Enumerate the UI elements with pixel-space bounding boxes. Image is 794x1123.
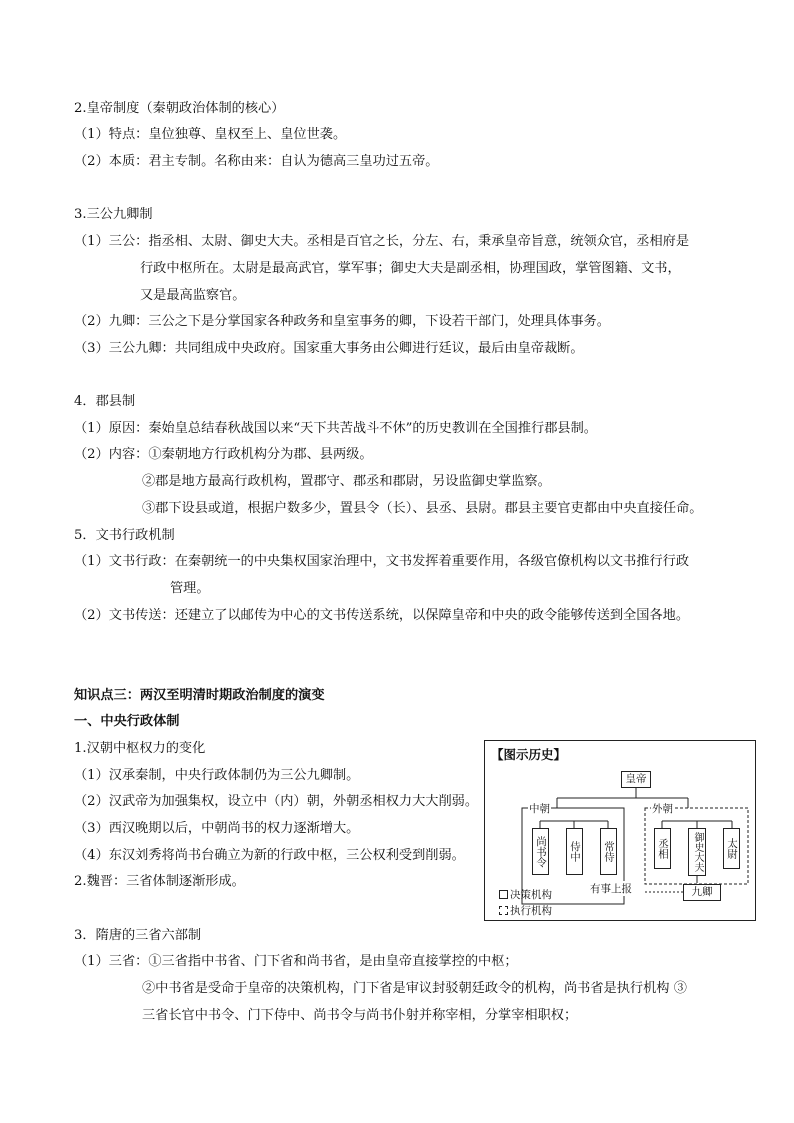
legend-execution <box>499 903 552 918</box>
nine-ministers-box: 九卿 <box>683 884 721 901</box>
shangshuling-box: 尚书令 <box>532 828 549 875</box>
report-note: 有事上报 <box>590 883 632 895</box>
knowledge-point-3-title: 知识点三：两汉至明清时期政治制度的演变 <box>74 688 325 703</box>
three-departments-point-3: 三省长官中书令、门下侍中、尚书令与尚书仆射并称宰相，分掌宰相职权； <box>142 1008 578 1023</box>
taiwei-box: 太尉 <box>723 828 740 869</box>
section-4-point-2-line-a: （2）内容：①秦朝地方行政机构分为郡、县两级。 <box>74 447 373 462</box>
section-5-point-2: （2）文书传送：还建立了以邮传为中心的文书传送系统，以保障皇帝和中央的政令能够传送到全国各地。 <box>74 608 690 623</box>
section-5-point-1-line-b: 管理。 <box>170 581 210 596</box>
section-3-point-1-line-b: 行政中枢所在。太尉是最高武官，掌军事；御史大夫是副丞相，协理国政，掌管图籍、文书， <box>140 261 681 276</box>
section-3-title: 3.三公九卿制 <box>74 207 153 222</box>
section-4-point-1: （1）原因：秦始皇总结春秋战国以来“天下共苦战斗不休”的历史教训在全国推行郡县制。 <box>74 421 597 436</box>
outer-court-label: 外朝 <box>652 803 673 815</box>
han-point-4: （4）东汉刘秀将尚书台确立为新的行政中枢，三公权利受到削弱。 <box>74 848 465 863</box>
solid-box-icon <box>499 890 508 899</box>
central-admin-subtitle: 一、中央行政体制 <box>74 714 180 729</box>
yushidafu-box: 御史大夫 <box>688 828 706 876</box>
inner-court-label: 中朝 <box>529 803 550 815</box>
section-5-title: 5．文书行政机制 <box>74 528 175 543</box>
section-3-point-1-line-c: 又是最高监察官。 <box>140 288 246 303</box>
emperor-box: 皇帝 <box>621 771 651 788</box>
han-point-1: （1）汉承秦制，中央行政体制仍为三公九卿制。 <box>74 768 360 783</box>
section-4-point-2-line-b: ②郡是地方最高行政机构，置郡守、郡丞和郡尉，另设监御史掌监察。 <box>142 474 551 489</box>
section-3-point-2: （2）九卿：三公之下是分掌国家各种政务和皇室事务的卿，下设若干部门，处理具体事务。 <box>74 314 610 329</box>
section-4-point-2-line-c: ③郡下设县或道，根据户数多少，置县令（长）、县丞、县尉。郡县主要官吏都由中央直接任命。 <box>142 501 703 516</box>
han-heading: 1.汉朝中枢权力的变化 <box>74 741 206 756</box>
diagram-title: 【图示历史】 <box>491 747 567 762</box>
three-departments-point-1: （1）三省：①三省指中书省、门下省和尚书省，是由皇帝直接掌控的中枢； <box>74 954 518 969</box>
section-2-point-2: （2）本质：君主专制。名称由来：自认为德高三皇功过五帝。 <box>74 154 439 169</box>
three-departments-point-2: ②中书省是受命于皇帝的决策机构，门下省是审议封驳朝廷政令的机构，尚书省是执行机构 ③ <box>142 981 687 996</box>
legend-execution-label: 执行机构 <box>510 905 552 917</box>
section-2-title: 2.皇帝制度（秦朝政治体制的核心） <box>74 101 285 116</box>
shizhong-box: 侍中 <box>566 828 583 875</box>
wei-jin-heading: 2.魏晋：三省体制逐渐形成。 <box>74 874 245 889</box>
han-point-3: （3）西汉晚期以后，中朝尚书的权力逐渐增大。 <box>74 821 360 836</box>
section-2-point-1: （1）特点：皇位独尊、皇权至上、皇位世袭。 <box>74 127 347 142</box>
legend-decision-label: 决策机构 <box>510 889 552 901</box>
chengxiang-box: 丞相 <box>654 828 671 869</box>
han-point-2: （2）汉武帝为加强集权，设立中（内）朝，外朝丞相权力大大削弱。 <box>74 794 479 809</box>
changshi-box: 常侍 <box>600 828 617 875</box>
sui-tang-heading: 3．隋唐的三省六部制 <box>74 928 202 943</box>
section-3-point-1-line-a: （1）三公：指丞相、太尉、御史大夫。丞相是百官之长，分左、右，秉承皇帝旨意，统领众官，丞相府是 <box>74 234 690 249</box>
section-3-point-3: （3）三公九卿：共同组成中央政府。国家重大事务由公卿进行廷议，最后由皇帝裁断。 <box>74 341 584 356</box>
section-5-point-1-line-a: （1）文书行政：在秦朝统一的中央集权国家治理中，文书发挥着重要作用，各级官僚机构以文书推行行政 <box>74 554 690 569</box>
han-structure-diagram <box>484 740 756 921</box>
legend-decision <box>499 887 552 902</box>
dashed-box-icon <box>499 906 508 915</box>
section-4-title: 4．郡县制 <box>74 394 136 409</box>
